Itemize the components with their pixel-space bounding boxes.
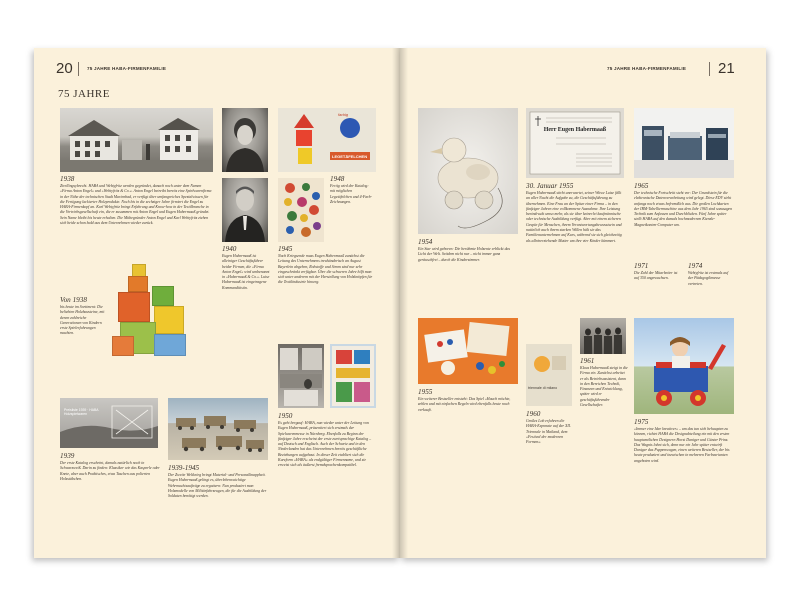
year-1960: 1960 [526, 410, 541, 418]
bilingual-catalog-photo [330, 344, 376, 408]
wooden-duck-photo [418, 108, 518, 234]
triennale-label: triennale di milano [528, 386, 558, 390]
triennale-catalog-photo [526, 344, 572, 406]
left-page-divider [78, 62, 79, 76]
factory-photo [60, 108, 213, 172]
year-1961: 1961 [580, 357, 595, 365]
year-1950: 1950 [278, 412, 293, 420]
year-1938: 1938 [60, 175, 75, 183]
text-1954: Ein Star wird geboren: Die berühmte Holzente erblickt das Licht der Welt. Seitdem nicht nur – nicht immer ganz geräuschfrei – durch die Kinderzimmer. [418, 247, 510, 262]
text-1939-1945: Der Zweite Weltkrieg bringt Material- und Personalknappheit. Eugen Habermaaß gelingt es, überlebenswichtige Wehrmachtsaufträge zu ergattern: Nun produziert man Holzmodelle von Militärfahrzeugen, die für die Ausbildung der Soldaten benötigt werden. [168, 473, 267, 499]
text-von-1938: bis heute im Sortiment: Die beliebten Holzbausteine, mit denen zahlreiche Generationen von Kindern erste Spielerfahrungen machten. [60, 305, 105, 336]
doll-pram-photo [634, 318, 734, 414]
right-running-header: 75 JAHRE HABA-FIRMENFAMILIE [607, 66, 687, 71]
text-1940: Eugen Habermaaß ist alleiniger Geschäftsführer beider Firmen, die »Firma Anton Engel« wird umbenannt in »Habermaaß & Co.«. Luise Habermaaß ist eingetragene Kommanditistin. [222, 254, 270, 290]
year-1939-1945: 1939-1945 [168, 464, 200, 472]
book-gutter [392, 48, 408, 558]
year-von-1938: Von 1938 [60, 296, 87, 304]
catalog-cover-label: Preisliste 1939 · HABA Holzspielwaren [64, 408, 99, 417]
portrait-luise-habermaass [222, 108, 268, 172]
text-1955: Ein weiterer Bestseller entsteht: Das Spiel »Hauch möchte, zehlen und mit einfachen Regeln wird ebenfalls heute noch verkauft. [418, 397, 511, 412]
left-page-number: 20 [56, 60, 73, 77]
obituary-name: Herr Eugen Habermaaß [543, 127, 607, 133]
wooden-buttons-photo [278, 178, 324, 242]
catalog-1939-cover [60, 398, 158, 448]
left-running-header: 75 JAHRE HABA-FIRMENFAMILIE [87, 66, 167, 71]
text-1938: Zirellingsybrecht. HABA und Webtyfritz werden gegründet, danach noch unter dem Namen »Firma Anton Engel« und »Webtyfritz & Co.«. Anton Engel betreibt bereits eine Spielwarenfirma in der Nähe der technischen Stadt Marienbad, er verfügt über umfangreiches Spezialwissen für die Fertigung lackierter Holzprodukte. Noch bis in die sechziger Jahre firmiert die Engel zu HABA-Firmenkopf an. Karl Webtyfritz bringt Erfahrung und Know-how in der Textilbranche in die Vertriebsgesellschaft ein, die er zusammen mit Anton Engel und Eugen Habermaaß gründet. Sein Name bleibt bis heute erhalten. Die Mitbegründer Anton Engel und Karl Webtyfritz ziehen sich beide schon bald aus dem Unternehmen wieder zurück. [60, 184, 212, 226]
year-1955: 1955 [418, 388, 433, 396]
military-vehicle-models-photo [168, 398, 268, 460]
farbig-label: farbig [338, 112, 349, 117]
right-page-divider [709, 62, 710, 76]
year-1965: 1965 [634, 182, 649, 190]
text-30-januar-1955: Eugen Habermaaß stirbt unerwartet, seiner Witwe Luise fällt an aller Nacht die Aufgabe zu, die Geschäftsführung zu übernehmen. Eine Frau an der Spitze einer Firma – in den fünfziger Jahren eine vollkommene Ausnahme. Ihre Leistung beeindruckt umso mehr, als sie über keinerlei kaufmännische oder technische Ausbildung verfügt. Aber mit einem sicheren Gespür für Menschen, ihrem Verantwortungsbewusstsein und natürlich auch ihrem starken Willen hält sie das Familienunternehmen auf Kurs, während sie sich gleichzeitig als alleinerziehende Mutter um ihre vier Kinder kümmert. [526, 191, 622, 243]
year-1954: 1954 [418, 238, 433, 246]
text-1971: Die Zahl der Mitarbeiter ist auf 350 angewachsen. [634, 271, 678, 281]
year-1945: 1945 [278, 245, 293, 253]
text-1939: Der erste Katalog erscheint, damals natürlich noch in Schwarzweiß. Darin zu finden: Klassiker wie das Kasperle oder Knete, aber auch Praktisches, etwa Taschen aus polierten Holzstäbchen. [60, 461, 160, 481]
portrait-eugen-habermaass [222, 178, 268, 242]
building-blocks-photo [110, 262, 190, 358]
text-1974: Webtyfritz ist erstmals auf der Pädagogikmesse vertreten. [688, 271, 729, 286]
text-1975: »Immer eine Idee kreativer« – um das tun sich behaupten zu können, richtet HABA die Designabteilung ein mit den ersten hauptamtlichen Designern Horst Daniger und Günter Prinz. Das Wagnis lohnt sich, denn nur ein Jahr später entwirft Daniger das Puppenwagen, einen weiteren Bestseller, der bis heute produziert und inzwischen in mehreren Farbvarianten angeboten wird. [634, 427, 730, 463]
text-1950: Es geht bergauf: HABA, nun wieder unter der Leitung von Eugen Habermaaß, präsentiert sich erstmals der Spielwarenmesse in Nürnberg. Ebenfalls zu Beginn der fünfziger Jahre erscheint der erste zweisprachige Katalog – auf Deutsch und Englisch. Auch der Schweiz und in den Niederlanden hat das Unternehmen bereits geschäftliche Beziehungen aufgebaut. In dieser Zeit etabliert sich die Kurzform »HABA« als endgültiger Firmenname, und sie erweist sich als äußerst fremdsprachenkompatibel. [278, 421, 372, 468]
year-30-januar-1955: 30. Januar 1955 [526, 182, 574, 190]
year-1939: 1939 [60, 452, 75, 460]
year-1974: 1974 [688, 262, 703, 270]
year-1948: 1948 [330, 175, 345, 183]
year-1975: 1975 [634, 418, 649, 426]
page-title: 75 JAHRE [58, 88, 110, 100]
text-1960: Großes Lob erfahren die HABA-Exponate auf der XII. Triennale in Mailand, dem »Festival der modernen Formen«. [526, 419, 571, 445]
klaus-habermaass-photo [580, 318, 626, 354]
legetaefelchen-label: LEGETÄFELCHEN [332, 154, 368, 159]
year-1971: 1971 [634, 262, 649, 270]
ibm-computer-photo [634, 108, 734, 178]
obituary-notice [526, 108, 624, 178]
text-1948: Fertig wird der Katalog: mit möglichen Legetäfelchen und 4-Farb-Zeichnungen. [330, 184, 372, 204]
right-page-number: 21 [718, 60, 735, 77]
toy-fair-photo [278, 344, 324, 408]
year-1940: 1940 [222, 245, 237, 253]
text-1961: Klaus Habermaaß steigt in die Firma ein. Zunächst arbeitet er als Betriebsassistent, dann in den Bereichen Technik, Finanzen und Entwicklung, später wird er geschäftsführender Gesellschafter. [580, 366, 628, 408]
legetaefelchen-box [278, 108, 376, 172]
text-1965: Der technische Fortschritt steht vor: Der Grundstein für die elektronische Datenverarbeitung wird gelegt. Diese EDV sieht anfangs noch etwas befremdlich aus. Die großen Lochkarten der IBM-Tabelliermaschine aus dem Jahr 1965 sind sozusagen Technik zum Anfassen und Durchblicken. Fünf Jahre später stellt HABA auf den damals hochmodernen Kienzle-Magnetkonten-Computer um. [634, 191, 733, 227]
game-box-photo [418, 318, 518, 384]
text-1945: Nach Kriegsende muss Eugen Habermaaß zunächst die Leitung des Unternehmens treuhänderisch an August Bayerlein abgeben, Rohstoffe und Strom sind nur sehr eingeschränkt verfügbar. Über die schweren Jahre hilft man sich unter anderem mit der Herstellung von Holzknöpfen für die Textilindustrie hinweg. [278, 254, 373, 285]
